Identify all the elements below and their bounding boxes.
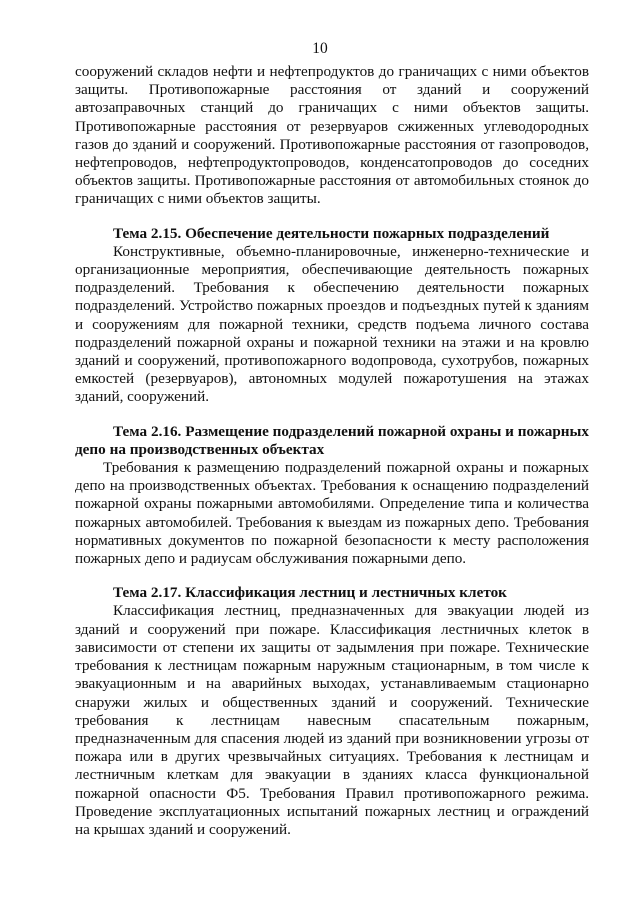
- section-body-2-16: Требования к размещению подразделений пожарной охраны и пожарных депо на производственных объектах. Требования к оснащению подразделений пожарной охраны пожарными автомобилями. Определение типа и количества пожарных автомобилей. Требования к выездам из пожарных депо. Требования нормативных документов по пожарной безопасности к месту расположения пожарных депо и радиусам обслуживания пожарными депо.: [75, 459, 589, 568]
- section-heading-2-16: Тема 2.16. Размещение подразделений пожарной охраны и пожарных депо на производственных объектах: [75, 422, 589, 458]
- section-heading-2-17: Тема 2.17. Классификация лестниц и лестничных клеток: [113, 584, 507, 602]
- document-body: [75, 63, 589, 839]
- intro-paragraph: сооружений складов нефти и нефтепродуктов до граничащих с ними объектов защиты. Противопожарные расстояния от зданий и сооружений автозаправочных станций до граничащих с ними объектов защиты. Противопожарные расстояния от резервуаров сжиженных углеводородных газов до зданий и сооружений. Противопожарные расстояния от газопроводов, нефтепроводов, нефтепродуктопроводов, конденсатопроводов до соседних объектов защиты. Противопожарные расстояния от автомобильных стоянок до граничащих с ними объектов защиты.: [75, 63, 589, 208]
- section-heading-2-15: Тема 2.15. Обеспечение деятельности пожарных подразделений: [113, 224, 550, 242]
- section-body-2-15: Конструктивные, объемно-планировочные, инженерно-технические и организационные мероприятия, обеспечивающие деятельность пожарных подразделений. Требования к обеспечению деятельности пожарных подразделений. Устройство пожарных проездов и подъездных путей к зданиям и сооружениям для пожарной техники, средств подъема личного состава подразделений пожарной охраны и пожарной техники на этажи и на кровлю зданий и сооружений, противопожарного водопровода, сухотрубов, пожарных емкостей (резервуаров), автономных модулей пожаротушения на этажах зданий, сооружений.: [75, 242, 589, 406]
- page-number: 10: [312, 40, 328, 57]
- section-body-2-17: Классификация лестниц, предназначенных для эвакуации людей из зданий и сооружений при пожаре. Классификация лестничных клеток в зависимости от степени их защиты от задымления при пожаре. Технические требования к лестницам пожарным наружным стационарным, в том числе к эвакуационным и на аварийных выходах, устанавливаемым стационарно снаружи жилых и общественных зданий и сооружений. Технические требования к лестницам навесным спасательным пожарным, предназначенным для спасения людей из зданий при возникновении угрозы от пожара или в других чрезвычайных ситуациях. Требования к лестницам и лестничным клеткам для эвакуации в зданиях класса функциональной пожарной опасности Ф5. Требования Правил противопожарного режима. Проведение эксплуатационных испытаний пожарных лестниц и ограждений на крышах зданий и сооружений.: [75, 602, 589, 838]
